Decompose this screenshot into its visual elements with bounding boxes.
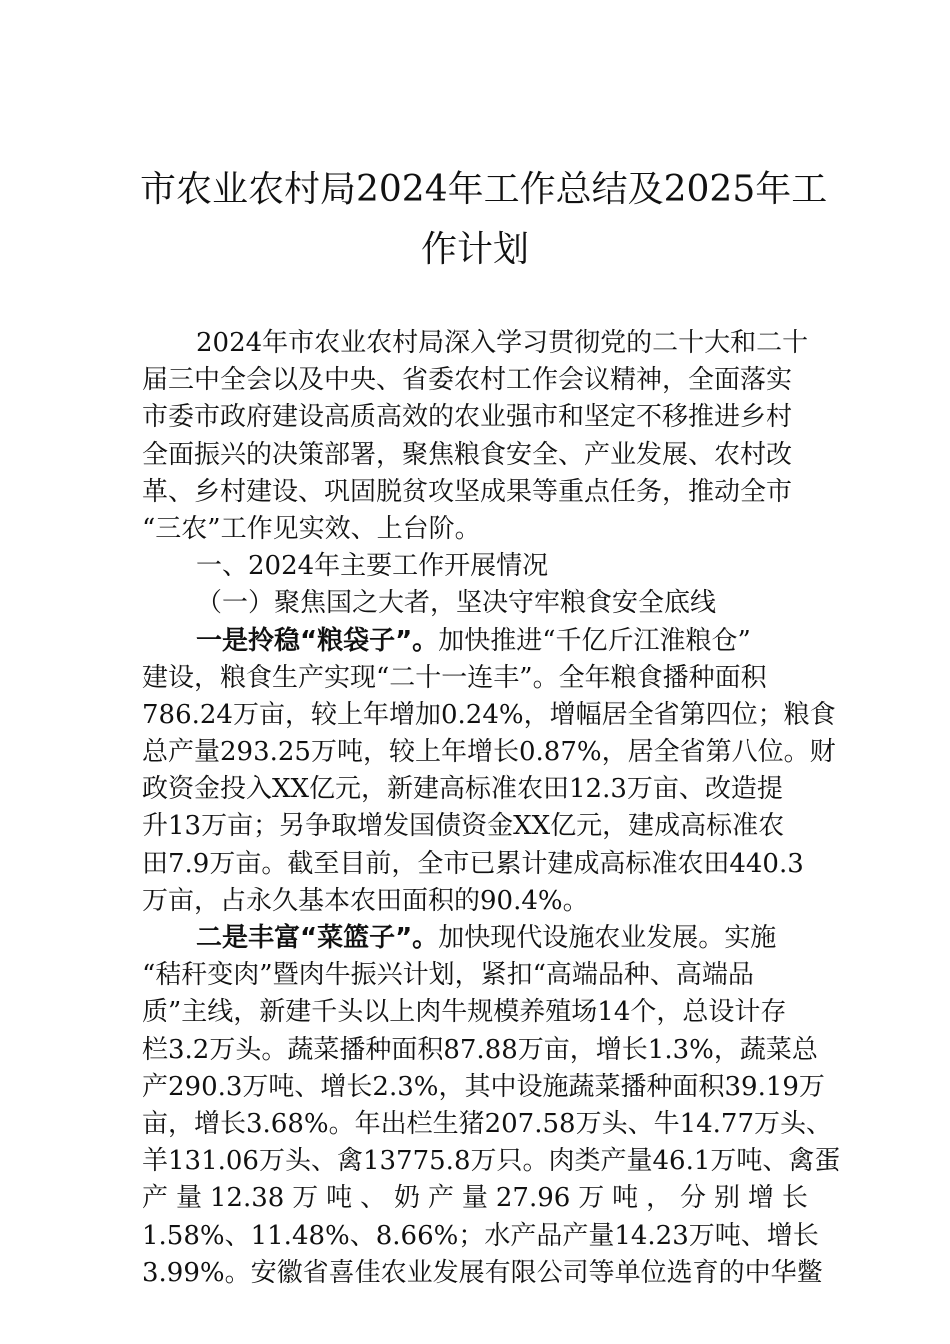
paragraph-2-line: 3.99%。安徽省喜佳农业发展有限公司等单位选育的中华鳖 <box>142 1257 823 1288</box>
spaced-token: 产 <box>142 1183 169 1214</box>
document-body <box>142 325 841 1292</box>
spaced-token: 分 <box>680 1183 707 1214</box>
paragraph-1-line: 786.24万亩，较上年增加0.24%，增幅居全省第四位；粮食 <box>142 699 836 730</box>
spaced-token: 万 <box>292 1183 319 1214</box>
paragraph-1-line: 总产量293.25万吨，较上年增长0.87%，居全省第八位。财 <box>142 737 836 768</box>
spaced-token: 12.38 <box>209 1183 285 1214</box>
paragraph-2-line: 质”主线，新建千头以上肉牛规模养殖场14个，总设计存 <box>142 997 787 1028</box>
spaced-token: 产 <box>427 1183 454 1214</box>
paragraph-2-line: 亩，增长3.68%。年出栏生猪207.58万头、牛14.77万头、 <box>142 1108 833 1139</box>
paragraph-1-first-rest: 加快推进“千亿斤江淮粮仓” <box>438 625 751 656</box>
spaced-token: 长 <box>781 1183 808 1214</box>
paragraph-2-lead: 二是丰富“菜篮子”。 <box>196 923 439 953</box>
paragraph-1-line: 升13万亩；另争取增发国债资金XX亿元，建成高标准农 <box>142 811 785 842</box>
intro-line: 2024年市农业农村局深入学习贯彻党的二十大和二十 <box>196 328 809 358</box>
spaced-token: 奶 <box>394 1183 421 1214</box>
paragraph-2-line: “秸秆变肉”暨肉牛振兴计划，紧扣“高端品种、高端品 <box>142 960 754 991</box>
section-heading: 一、2024年主要工作开展情况 <box>196 551 549 582</box>
paragraph-1-first-line <box>142 623 808 660</box>
paragraph-1-lead: 一是拎稳“粮袋子”。 <box>196 625 439 656</box>
paragraph-1-line: 万亩，占永久基本农田面积的90.4%。 <box>142 885 589 916</box>
paragraph-2-line: 1.58%、11.48%、8.66%；水产品产量14.23万吨、增长 <box>142 1220 819 1251</box>
paragraph-2-line: 羊131.06万头、禽13775.8万只。肉类产量46.1万吨、禽蛋 <box>142 1146 841 1177</box>
intro-line: 届三中全会以及中央、省委农村工作会议精神，全面落实 <box>142 365 793 396</box>
document-title <box>140 160 828 280</box>
intro-line: 市委市政府建设高质高效的农业强市和坚定不移推进乡村 <box>142 402 793 433</box>
intro-line: 全面振兴的决策部署，聚焦粮食安全、产业发展、农村改 <box>142 439 793 470</box>
paragraph-1-line: 政资金投入XX亿元，新建高标准农田12.3万亩、改造提 <box>142 774 783 805</box>
spaced-token: 吨 <box>612 1183 639 1214</box>
paragraph-2-line: 栏3.2万头。蔬菜播种面积87.88万亩，增长1.3%，蔬菜总 <box>142 1034 818 1065</box>
subsection-heading: （一）聚焦国之大者，坚决守牢粮食安全底线 <box>196 588 717 619</box>
spaced-token: 增 <box>747 1183 774 1214</box>
intro-line: 革、乡村建设、巩固脱贫攻坚成果等重点任务，推动全市 <box>142 476 793 507</box>
paragraph-1-line: 田7.9万亩。截至目前，全市已累计建成高标准农田440.3 <box>142 848 804 879</box>
title-line-2: 作计划 <box>420 229 529 270</box>
spaced-token: 万 <box>578 1183 605 1214</box>
spaced-token: 别 <box>713 1183 740 1214</box>
spaced-token: 量 <box>461 1183 488 1214</box>
intro-line: “三农”工作见实效、上台阶。 <box>142 513 481 544</box>
spaced-token: 吨 <box>326 1183 353 1214</box>
paragraph-2-spaced-line <box>142 1180 808 1217</box>
spaced-token: ， <box>646 1183 673 1214</box>
paragraph-2-first-rest: 加快现代设施农业发展。实施 <box>438 923 777 953</box>
title-line-1: 市农业农村局2024年工作总结及2025年工 <box>140 169 828 210</box>
spaced-token: 、 <box>360 1183 387 1214</box>
spaced-token: 量 <box>175 1183 202 1214</box>
paragraph-1-line: 建设，粮食生产实现“二十一连丰”。全年粮食播种面积 <box>142 662 767 693</box>
spaced-token: 27.96 <box>495 1183 571 1214</box>
paragraph-2-first-line <box>142 920 808 957</box>
paragraph-2-line: 产290.3万吨、增长2.3%，其中设施蔬菜播种面积39.19万 <box>142 1071 825 1102</box>
